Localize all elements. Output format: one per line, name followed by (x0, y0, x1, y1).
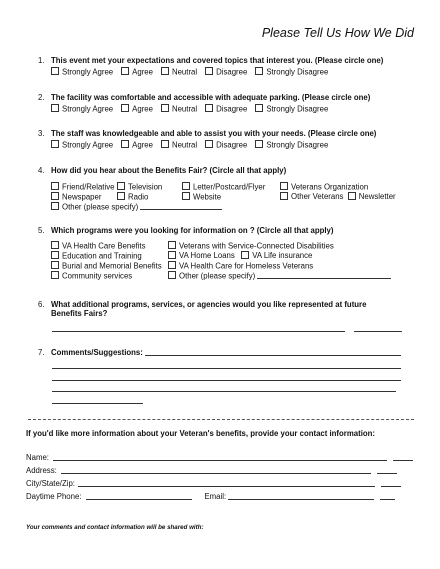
city-state-zip-input-extra[interactable] (381, 479, 401, 487)
option-neutral[interactable]: Neutral (161, 140, 197, 150)
name-input[interactable] (53, 453, 387, 461)
option-homeless-veterans[interactable]: VA Health Care for Homeless Veterans (168, 261, 391, 271)
option-strongly-disagree[interactable]: Strongly Disagree (255, 67, 328, 77)
checkbox-icon[interactable] (121, 140, 129, 148)
option-strongly-disagree[interactable]: Strongly Disagree (255, 140, 328, 150)
option-disagree[interactable]: Disagree (205, 104, 247, 114)
checkbox-icon[interactable] (161, 67, 169, 75)
checkbox-icon[interactable] (255, 104, 263, 112)
checkbox-icon[interactable] (51, 67, 59, 75)
option-grid (51, 182, 396, 211)
question-text: The facility was comfortable and accessible with adequate parking. (Please circle one) (51, 93, 371, 102)
checkbox-icon[interactable] (255, 140, 263, 148)
option-strongly-agree[interactable]: Strongly Agree (51, 140, 113, 150)
checkbox-icon[interactable] (117, 192, 125, 200)
checkbox-icon[interactable] (205, 140, 213, 148)
checkbox-icon[interactable] (241, 251, 249, 259)
question-text: Comments/Suggestions: (51, 348, 143, 357)
checkbox-icon[interactable] (51, 261, 59, 269)
option-strongly-agree[interactable]: Strongly Agree (51, 67, 113, 77)
checkbox-icon[interactable] (182, 182, 190, 190)
answer-line[interactable] (52, 331, 345, 332)
checkbox-icon[interactable] (51, 202, 59, 210)
option-disagree[interactable]: Disagree (205, 67, 247, 77)
question-number: 1. (38, 56, 45, 65)
option-other-veterans[interactable]: Other Veterans (280, 192, 343, 201)
checkbox-icon[interactable] (51, 251, 59, 259)
name-input-extra[interactable] (393, 453, 413, 461)
option-agree[interactable]: Agree (121, 140, 153, 150)
checkbox-icon[interactable] (280, 182, 288, 190)
option-agree[interactable]: Agree (121, 104, 153, 114)
section-divider (28, 419, 414, 420)
comment-line[interactable] (145, 348, 401, 356)
checkbox-icon[interactable] (121, 67, 129, 75)
address-input[interactable] (61, 466, 371, 474)
question-6 (38, 300, 366, 318)
option-row (51, 104, 370, 114)
option-strongly-disagree[interactable]: Strongly Disagree (255, 104, 328, 114)
question-2 (38, 93, 370, 114)
checkbox-icon[interactable] (168, 271, 176, 279)
option-other-specify[interactable]: Other (please specify) (168, 271, 391, 281)
question-text: Which programs were you looking for information on ? (Circle all that apply) (51, 226, 334, 235)
option-va-health-care-benefits[interactable]: VA Health Care Benefits (51, 241, 168, 251)
checkbox-icon[interactable] (168, 251, 176, 259)
option-other-specify[interactable]: Other (please specify) (51, 202, 280, 212)
option-row (51, 140, 376, 150)
option-strongly-agree[interactable]: Strongly Agree (51, 104, 113, 114)
option-home-loans-life-insurance (168, 251, 391, 261)
question-text: The staff was knowledgeable and able to assist you with your needs. (Please circle one) (51, 129, 377, 138)
checkbox-icon[interactable] (205, 67, 213, 75)
other-specify-field[interactable] (140, 202, 222, 210)
checkbox-icon[interactable] (51, 182, 59, 190)
footer-note: Your comments and contact information will be shared with: (26, 524, 204, 531)
checkbox-icon[interactable] (168, 261, 176, 269)
checkbox-icon[interactable] (51, 271, 59, 279)
checkbox-icon[interactable] (51, 104, 59, 112)
checkbox-icon[interactable] (117, 182, 125, 190)
comment-line[interactable] (52, 368, 401, 369)
email-input-extra[interactable] (380, 492, 395, 500)
option-neutral[interactable]: Neutral (161, 67, 197, 77)
checkbox-icon[interactable] (51, 241, 59, 249)
address-label: Address: (26, 466, 57, 475)
question-number: 7. (38, 348, 45, 357)
option-row (51, 67, 383, 77)
question-number: 3. (38, 129, 45, 138)
daytime-phone-label: Daytime Phone: (26, 492, 82, 501)
option-burial-memorial-benefits[interactable]: Burial and Memorial Benefits (51, 261, 168, 271)
option-neutral[interactable]: Neutral (161, 104, 197, 114)
email-label: Email: (204, 492, 227, 501)
option-grid (51, 241, 391, 280)
option-other-veterans-newsletter (280, 192, 396, 202)
question-7 (38, 348, 401, 357)
phone-email-field (26, 492, 395, 501)
email-input[interactable] (228, 492, 374, 500)
checkbox-icon[interactable] (161, 104, 169, 112)
question-text: What additional programs, services, or agencies would you like represented at future (51, 300, 367, 309)
comment-line[interactable] (52, 380, 401, 381)
address-input-extra[interactable] (377, 466, 397, 474)
comment-line[interactable] (52, 403, 143, 404)
checkbox-icon[interactable] (182, 192, 190, 200)
option-television[interactable]: Television (117, 182, 182, 192)
city-state-zip-field (26, 479, 401, 488)
checkbox-icon[interactable] (51, 140, 59, 148)
question-number: 4. (38, 166, 45, 175)
option-newspaper[interactable]: Newspaper (51, 192, 117, 202)
checkbox-icon[interactable] (161, 140, 169, 148)
checkbox-icon[interactable] (255, 67, 263, 75)
checkbox-icon[interactable] (121, 104, 129, 112)
answer-line[interactable] (354, 331, 402, 332)
question-number: 6. (38, 300, 45, 309)
question-5 (38, 226, 391, 280)
option-newsletter[interactable]: Newsletter (348, 192, 396, 201)
daytime-phone-input[interactable] (86, 492, 192, 500)
comment-line[interactable] (52, 391, 396, 392)
question-number: 2. (38, 93, 45, 102)
name-field (26, 453, 413, 462)
option-agree[interactable]: Agree (121, 67, 153, 77)
option-friend-relative[interactable]: Friend/Relative (51, 182, 117, 192)
option-disagree[interactable]: Disagree (205, 140, 247, 150)
checkbox-icon[interactable] (280, 192, 288, 200)
question-4 (38, 166, 396, 211)
question-3 (38, 129, 376, 150)
question-text-continued: Benefits Fairs? (51, 309, 108, 318)
option-website[interactable]: Website (182, 192, 280, 202)
question-text: This event met your expectations and covered topics that interest you. (Please circle one) (51, 56, 384, 65)
option-va-life-insurance[interactable]: VA Life insurance (241, 251, 312, 260)
contact-heading: If you'd like more information about your Veteran's benefits, provide your contact information: (26, 429, 375, 438)
other-specify-field[interactable] (257, 271, 391, 279)
option-va-home-loans[interactable]: VA Home Loans (168, 251, 235, 260)
question-1 (38, 56, 383, 77)
checkbox-icon[interactable] (348, 192, 356, 200)
question-number: 5. (38, 226, 45, 235)
city-state-zip-input[interactable] (78, 479, 375, 487)
checkbox-icon[interactable] (51, 192, 59, 200)
checkbox-icon[interactable] (168, 241, 176, 249)
checkbox-icon[interactable] (205, 104, 213, 112)
question-text: How did you hear about the Benefits Fair? (Circle all that apply) (51, 166, 287, 175)
option-letter-postcard-flyer[interactable]: Letter/Postcard/Flyer (182, 182, 280, 192)
address-field (26, 466, 397, 475)
option-radio[interactable]: Radio (117, 192, 182, 202)
option-veterans-organization[interactable]: Veterans Organization (280, 182, 396, 192)
city-state-zip-label: City/State/Zip: (26, 479, 75, 488)
option-education-and-training[interactable]: Education and Training (51, 251, 168, 261)
page-title: Please Tell Us How We Did (261, 26, 414, 40)
option-service-connected-disabilities[interactable]: Veterans with Service-Connected Disabilities (168, 241, 391, 251)
option-community-services[interactable]: Community services (51, 271, 168, 281)
name-label: Name: (26, 453, 49, 462)
